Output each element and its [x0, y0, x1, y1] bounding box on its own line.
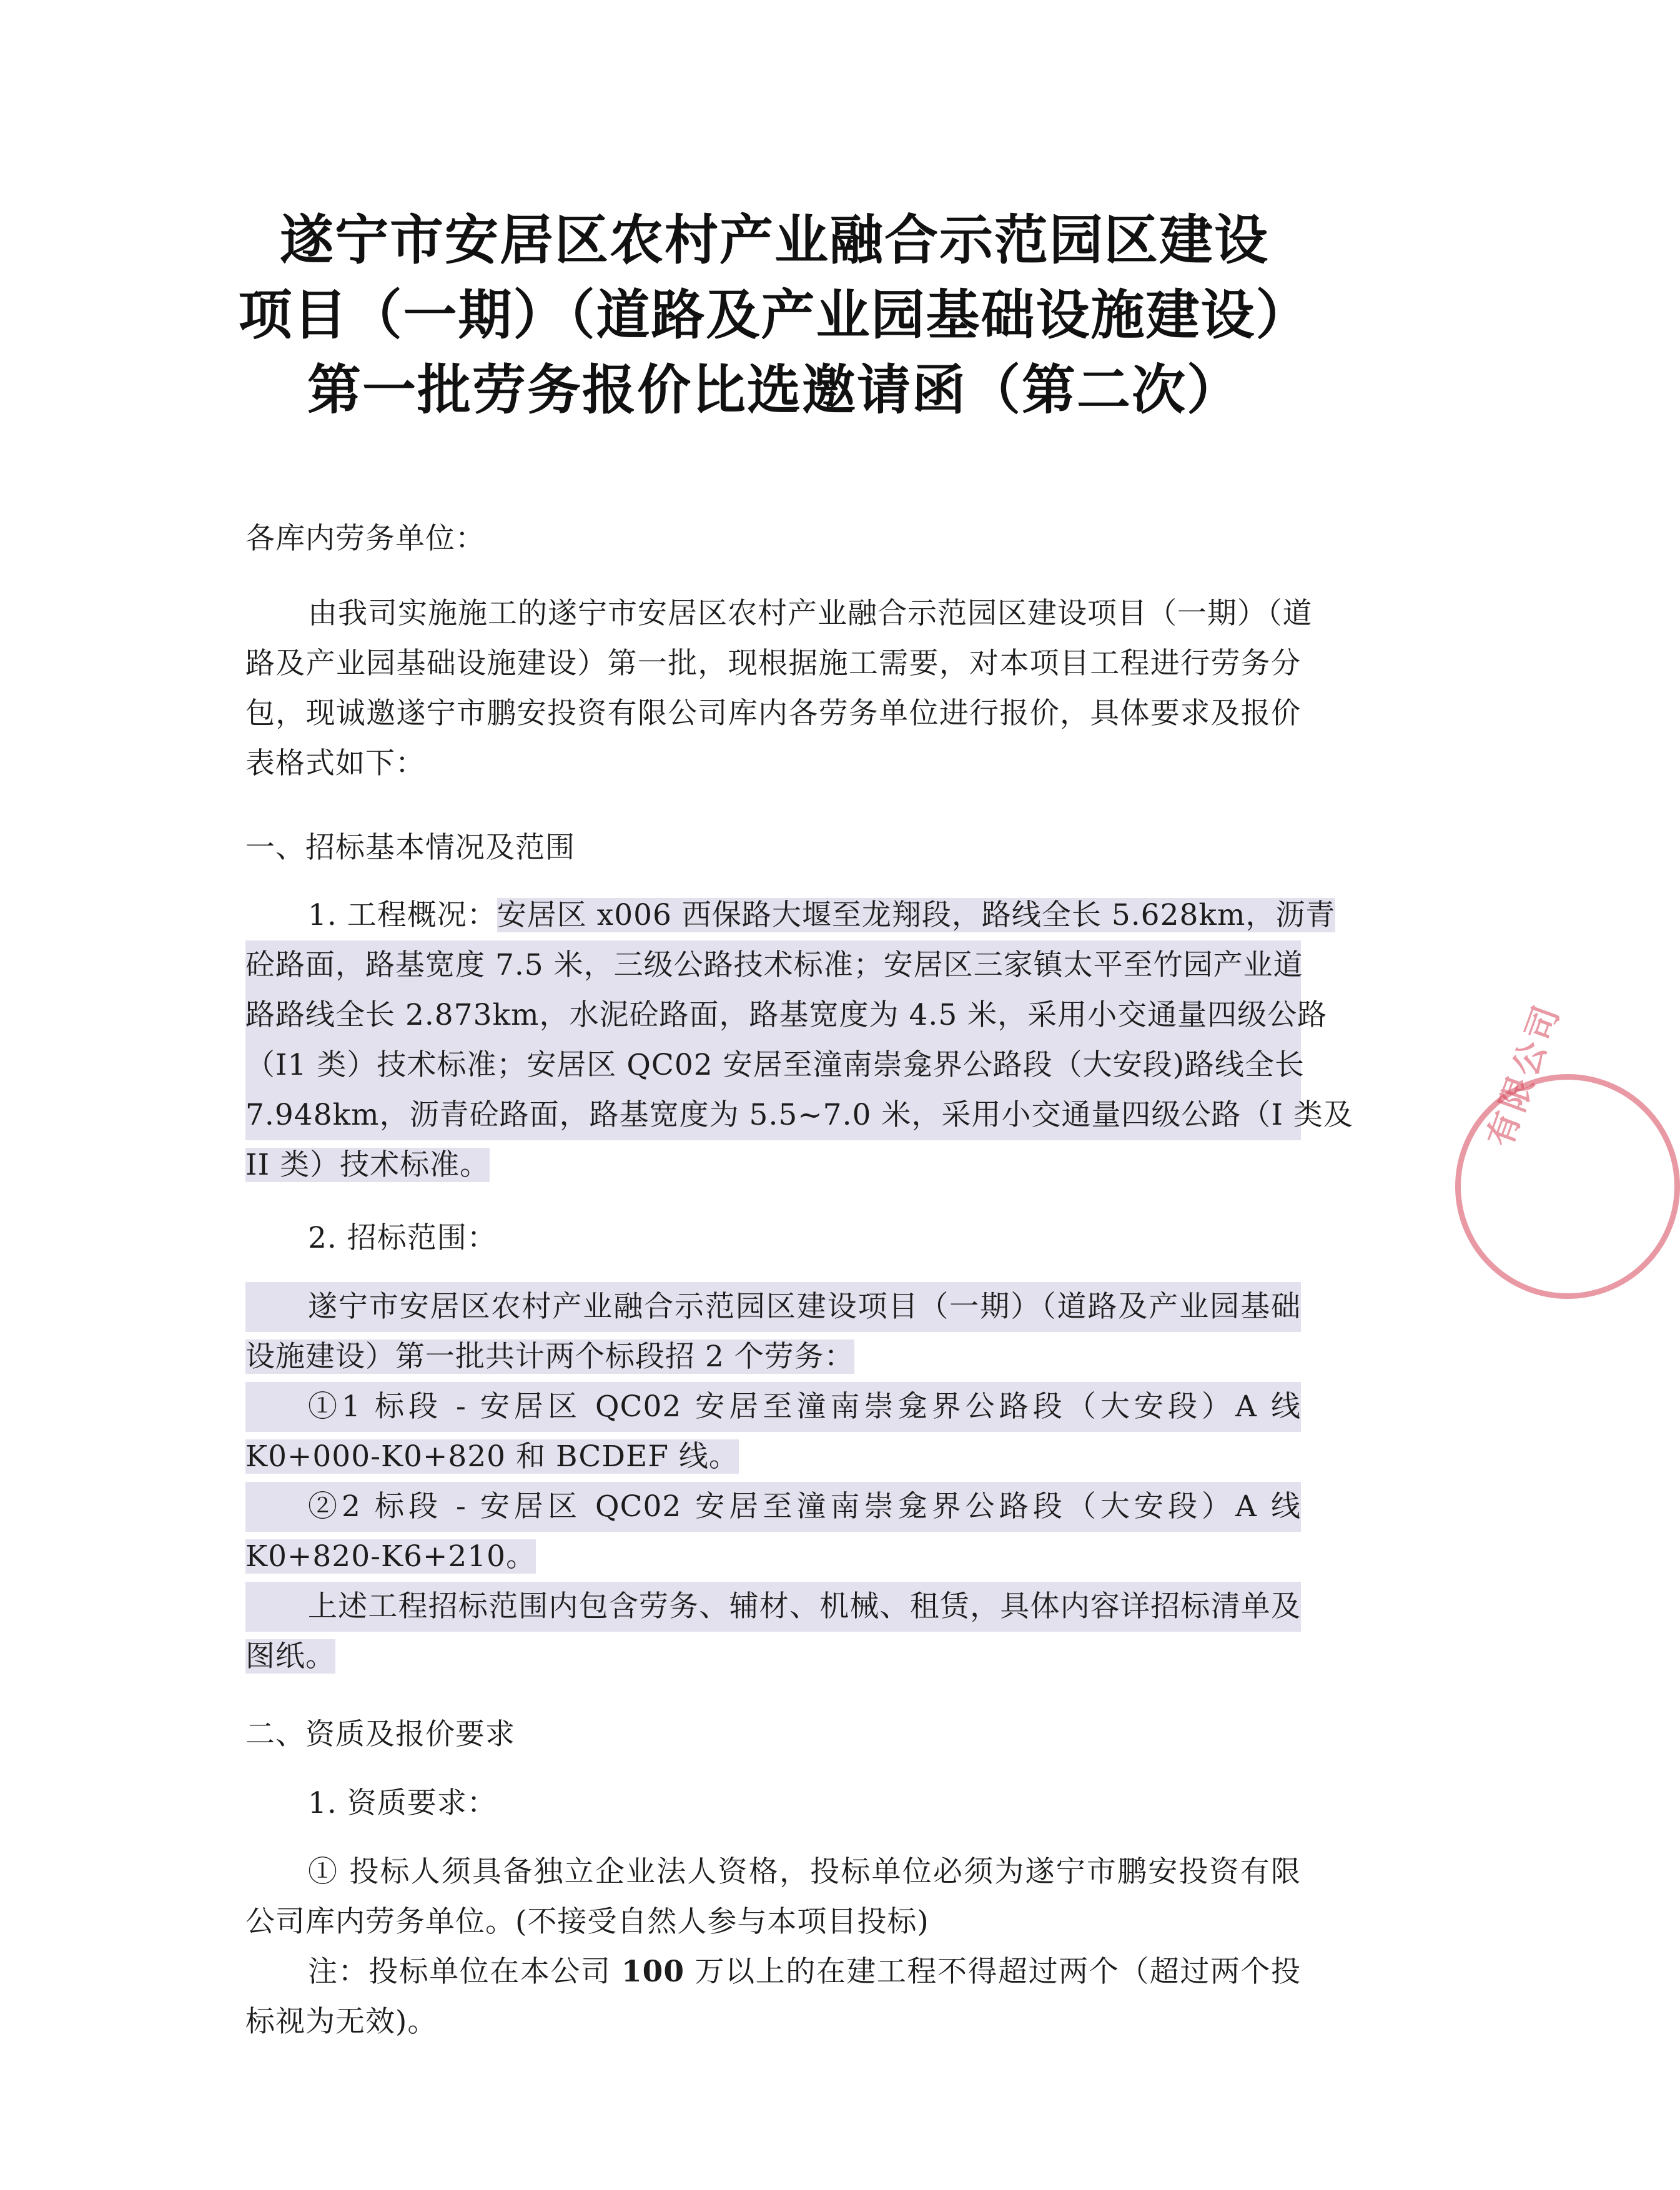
salutation: 各库内劳务单位：	[245, 521, 485, 556]
scope-line: 遂宁市安居区农村产业融合示范园区建设项目（一期）（道路及产业园基础	[245, 1282, 1301, 1332]
lot-2-line: ②2 标段 - 安居区 QC02 安居至潼南崇龛界公路段（大安段）A 线	[245, 1482, 1301, 1532]
overview-text: 安居区 x006 西保路大堰至龙翔段，路线全长 5.628km，沥青	[497, 898, 1336, 932]
overview-label: 1. 工程概况：	[308, 898, 497, 932]
title-line-1: 遂宁市安居区农村产业融合示范园区建设	[280, 209, 1269, 272]
document-title	[237, 203, 1312, 428]
overview-line-1	[245, 890, 1336, 940]
qualification-line: 公司库内劳务单位。(不接受自然人参与本项目投标)	[245, 1905, 929, 1939]
scope-line	[245, 1332, 1301, 1382]
qualification-requirement	[245, 1847, 1301, 1947]
intro-line: 由我司实施施工的遂宁市安居区农村产业融合示范园区建设项目（一期）（道	[308, 596, 1313, 631]
lot-1-line	[245, 1432, 1301, 1482]
lot-1-range: K0+000-K0+820 和 BCDEF 线。	[245, 1439, 739, 1474]
lot-2-range: K0+820-K6+210。	[245, 1539, 536, 1574]
overview-line: （I1 类）技术标准；安居区 QC02 安居至潼南崇龛界公路段（大安段)路线全长	[245, 1040, 1301, 1090]
qualification-line: ① 投标人须具备独立企业法人资格，投标单位必须为遂宁市鹏安投资有限	[308, 1855, 1301, 1889]
note-amount: 100	[621, 1955, 685, 1989]
qualification-label: 1. 资质要求：	[308, 1786, 497, 1820]
project-overview	[245, 890, 1353, 1190]
overview-line: 路路线全长 2.873km，水泥砼路面，路基宽度为 4.5 米，采用小交通量四级公路	[245, 990, 1301, 1040]
scope-summary-end: 图纸。	[245, 1639, 335, 1674]
note-text: 万以上的在建工程不得超过两个（超过两个投	[684, 1955, 1301, 1989]
intro-line: 表格式如下：	[245, 746, 425, 781]
note-line-1	[245, 1947, 1301, 1997]
lot-2-line	[245, 1532, 1301, 1582]
lot-1-line: ①1 标段 - 安居区 QC02 安居至潼南崇龛界公路段（大安段）A 线	[245, 1382, 1301, 1432]
overview-line-end: II 类）技术标准。	[245, 1148, 490, 1182]
note-paragraph	[245, 1947, 1301, 2047]
section-2-heading: 二、资质及报价要求	[245, 1717, 515, 1752]
intro-paragraph	[245, 589, 1313, 789]
title-line-3: 第一批劳务报价比选邀请函（第二次）	[307, 359, 1242, 422]
company-seal-stamp	[1455, 997, 1680, 1299]
note-text: 注：投标单位在本公司	[308, 1955, 621, 1989]
overview-line: 7.948km，沥青砼路面，路基宽度为 5.5~7.0 米，采用小交通量四级公路（I 类及	[245, 1090, 1301, 1140]
bid-scope	[245, 1282, 1301, 1682]
stamp-text: 有限公司	[1480, 997, 1568, 1152]
intro-line: 包，现诚邀遂宁市鹏安投资有限公司库内各劳务单位进行报价，具体要求及报价	[245, 696, 1301, 731]
overview-line	[245, 1140, 1301, 1190]
overview-line: 砼路面，路基宽度 7.5 米，三级公路技术标准；安居区三家镇太平至竹园产业道	[245, 940, 1301, 990]
section-1-heading: 一、招标基本情况及范围	[245, 831, 575, 865]
scope-line-end: 设施建设）第一批共计两个标段招 2 个劳务：	[245, 1339, 854, 1374]
title-line-2: 项目（一期）（道路及产业园基础设施建设）	[238, 284, 1311, 347]
intro-line: 路及产业园基础设施建设）第一批，现根据施工需要，对本项目工程进行劳务分	[245, 646, 1301, 681]
scope-label: 2. 招标范围：	[308, 1221, 497, 1255]
scope-summary-line: 上述工程招标范围内包含劳务、辅材、机械、租赁，具体内容详招标清单及	[245, 1582, 1301, 1632]
scope-summary-line	[245, 1632, 1301, 1682]
note-line-2: 标视为无效)。	[245, 2005, 438, 2039]
